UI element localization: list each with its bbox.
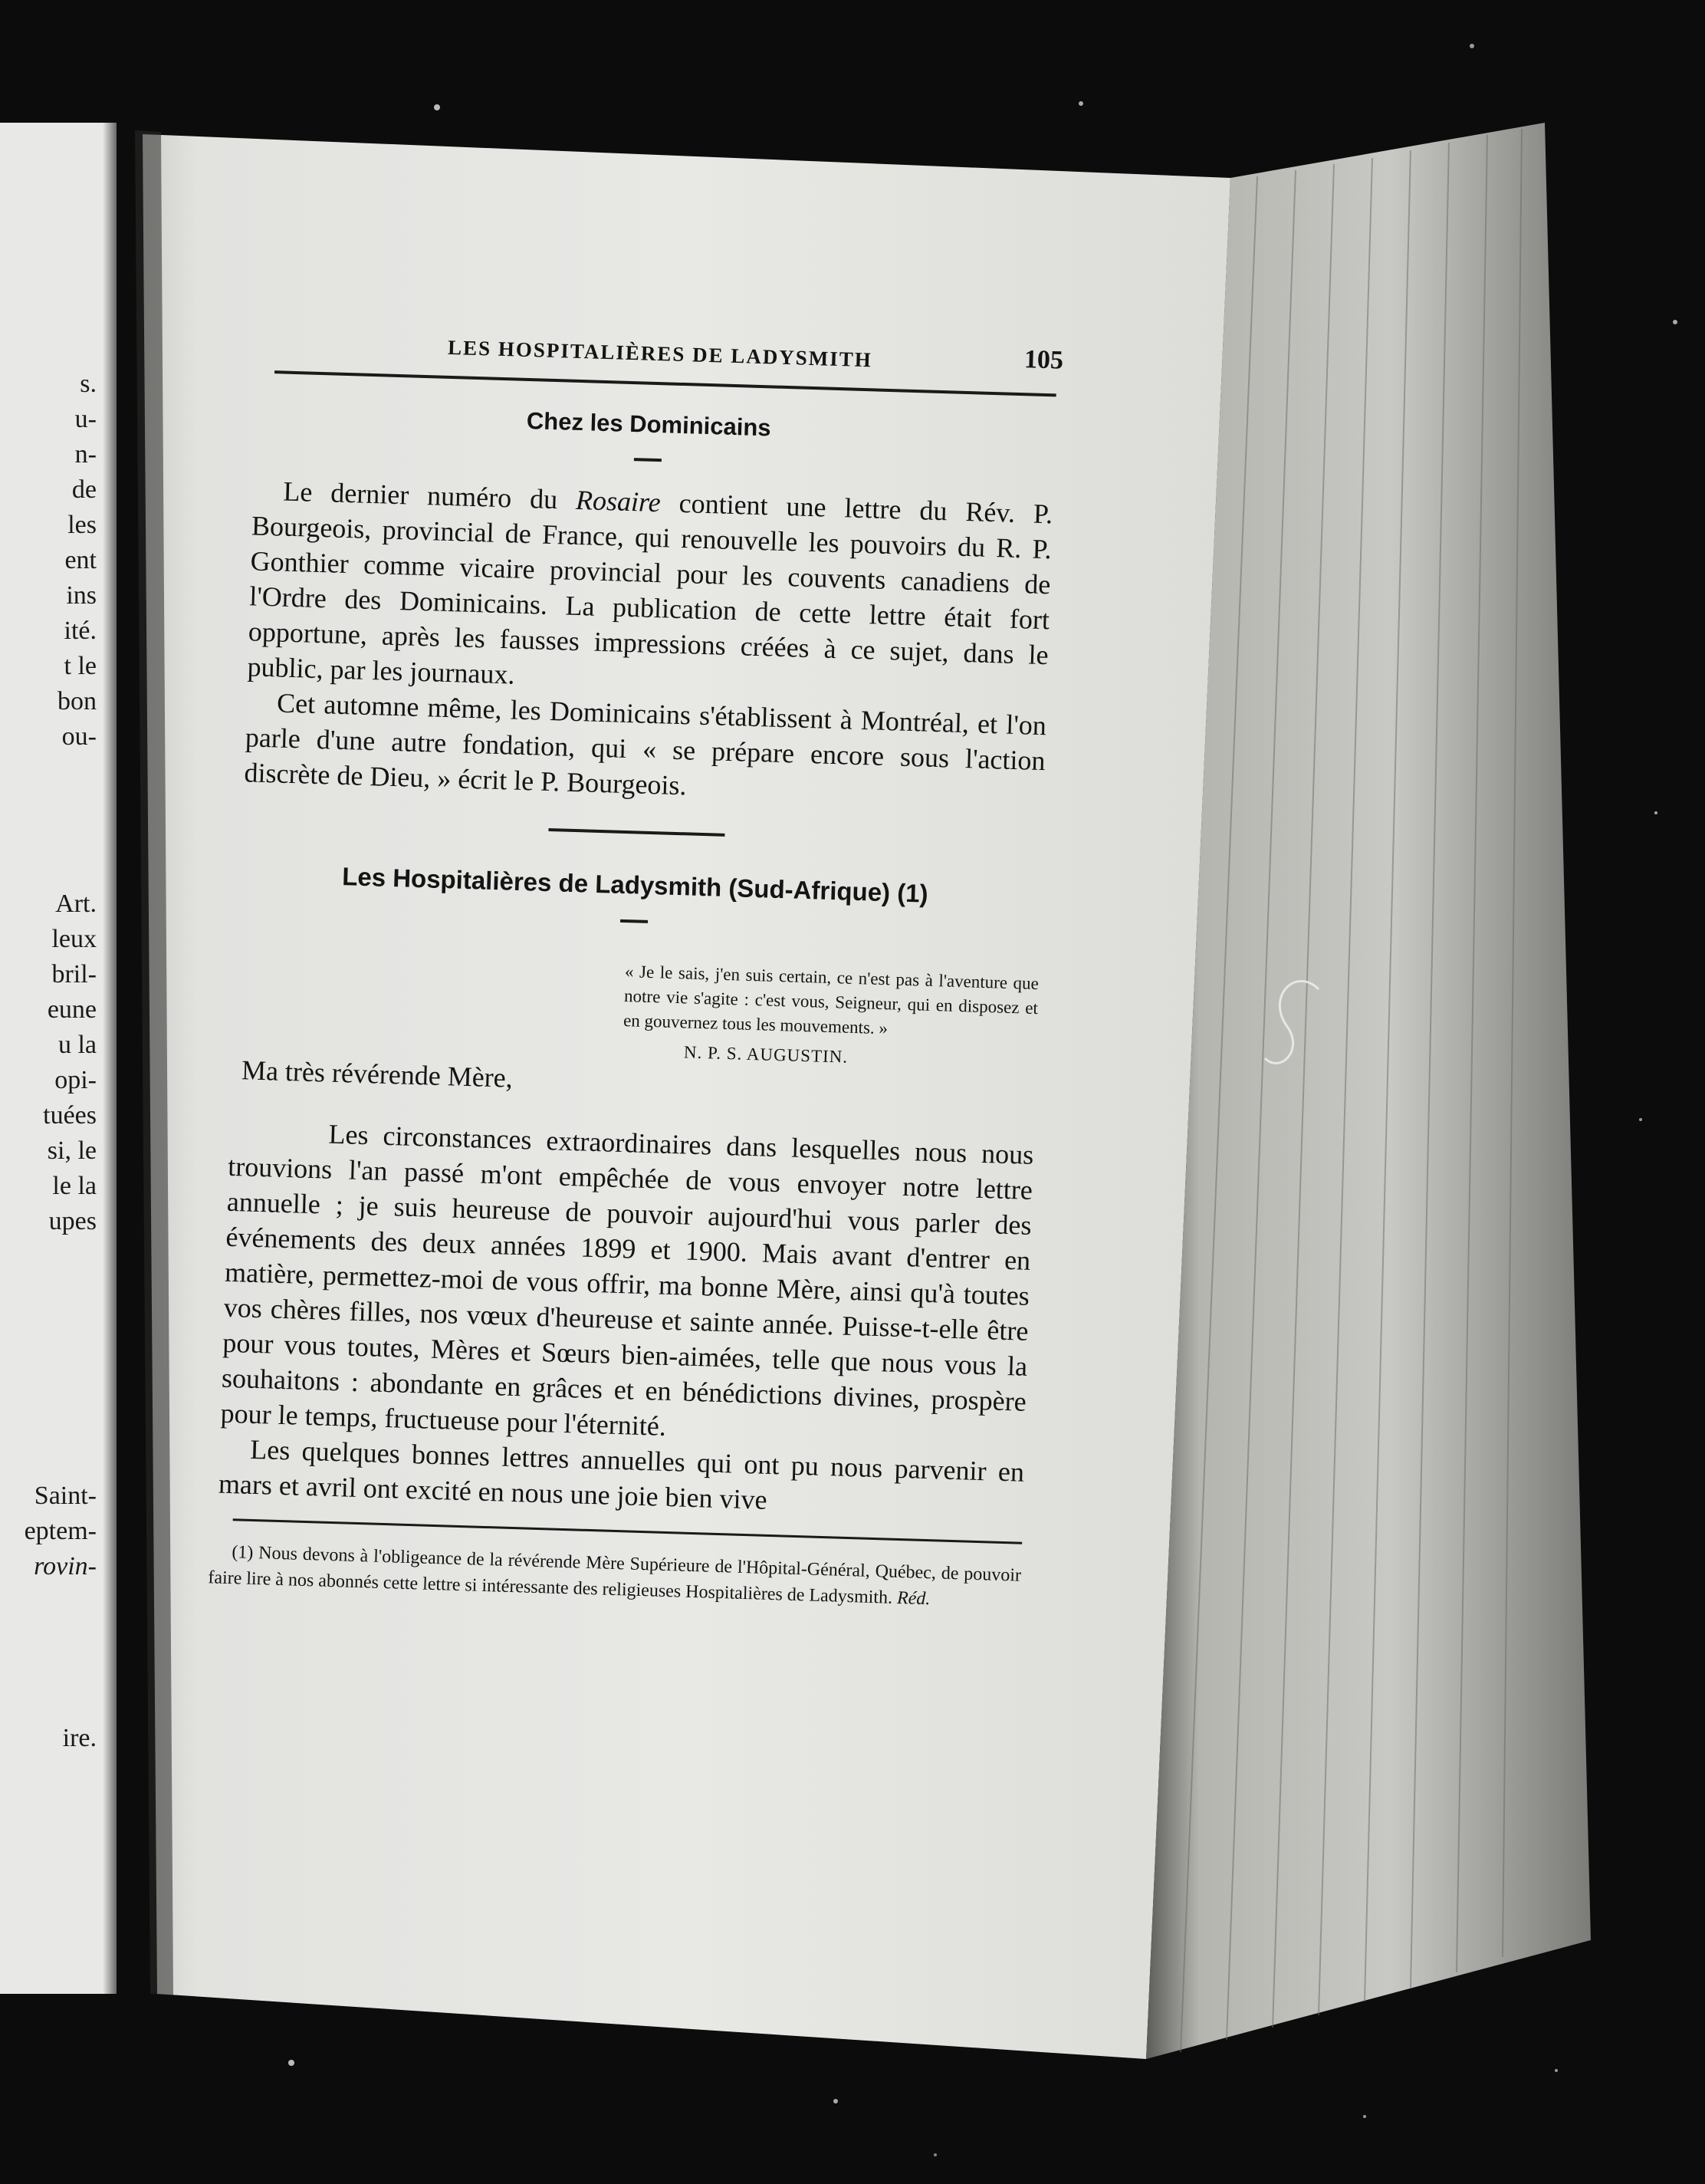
left-line: ent <box>64 546 97 574</box>
left-line: ire. <box>62 1724 97 1752</box>
left-line: bril- <box>51 960 97 988</box>
section-title-ladysmith: Les Hospitalières de Ladysmith (Sud-Afrique) (1) <box>341 862 929 908</box>
page-number: 105 <box>1023 345 1064 375</box>
salutation: Ma très révérende Mère, <box>241 1054 514 1094</box>
section-title-dominicains: Chez les Dominicains <box>526 406 772 442</box>
letter-paragraph: Les quelques bonnes lettres annuelles qui ont pu nous parvenir en mars et avril ont excité en nous une joie bien vive <box>218 1433 1025 1515</box>
epigraph: « Je le sais, j'en suis certain, ce n'est pas à l'aventure que notre vie s'agite : c'est vous, Seigneur, qui en disposez et en gouvernez tous les mouvements. » <box>623 962 1040 1038</box>
left-line: ins <box>66 581 97 610</box>
left-line: les <box>67 511 97 539</box>
left-line: opi- <box>54 1066 97 1094</box>
left-line: t le <box>64 652 97 680</box>
left-line: u la <box>57 1031 97 1059</box>
left-line: u- <box>74 405 97 433</box>
left-line: bon <box>57 687 97 715</box>
paragraph-rosaire <box>247 472 1053 708</box>
left-line: ou- <box>61 722 97 751</box>
left-line: s. <box>80 370 97 398</box>
running-title: LES HOSPITALIÈRES DE LADYSMITH <box>447 335 873 372</box>
left-line: rovin- <box>34 1552 97 1580</box>
left-line: eune <box>47 995 97 1024</box>
footnote-signature: Réd. <box>896 1587 931 1610</box>
left-line: le la <box>52 1172 97 1200</box>
page-text-block <box>208 322 1064 1615</box>
text-span: contient une lettre du Rév. P. Bourgeois, provincial de France, qui renouvelle les pouvoirs du R. P. Gonthier comme vicaire provincial pour les couvents canadiens de l'Ordre des Dominicains. La publication de cette lettre était fort opportune, après les fausses impressions créées à ce sujet, dans le public, par les journaux. <box>247 487 1053 690</box>
paragraph-montreal: Cet automne même, les Dominicains s'établissent à Montréal, et l'on parle d'une autre fondation, qui « se prépare encore sous l'action discrète de Dieu, » écrit le P. Bourgeois. <box>243 687 1047 801</box>
left-line: eptem- <box>24 1517 97 1545</box>
left-line: leux <box>51 925 97 953</box>
footnote-rule <box>233 1518 1023 1544</box>
left-line: si, le <box>47 1136 97 1165</box>
text-span: Le dernier numéro du <box>282 475 577 515</box>
footnote-text: (1) Nous devons à l'obligeance de la révérende Mère Supérieure de l'Hôpital-Général, Québec, de pouvoir faire lire à nos abonnés cette lettre si intéressante des religieuses Hospitalières de Ladysmith. <box>208 1542 1022 1608</box>
left-line: Saint- <box>34 1482 97 1510</box>
left-line: de <box>71 475 97 504</box>
head-rule <box>274 370 1056 396</box>
rosaire-title: Rosaire <box>575 484 662 518</box>
title-dash <box>620 919 648 923</box>
running-head <box>244 322 1064 392</box>
left-line: n- <box>74 440 97 469</box>
left-line: Art. <box>55 890 97 918</box>
letter-paragraph: Les circonstances extraordinaires dans lesquelles nous nous trouvions l'an passé m'ont empêchée de vous envoyer notre lettre annuelle ; je suis heureuse de pouvoir aujourd'hui vous parler des événements des deux années 1899 et 1900. Mais avant d'entrer en matière, permettez-moi de vous offrir, ma bonne Mère, ainsi qu'à toutes vos chères filles, nos vœux d'heureuse et sainte année. Puisse-t-elle être pour vous toutes, Mères et Sœurs bien-aimées, telle que nous vous la souhaitons : abondante en grâces et en bénédictions divines, prospère pour le temps, fructueuse pour l'éternité. <box>220 1118 1034 1442</box>
left-line: tuées <box>43 1101 97 1130</box>
epigraph-attribution: N. P. S. AUGUSTIN. <box>683 1042 849 1067</box>
left-line: upes <box>48 1207 97 1235</box>
left-line: ité. <box>64 617 97 645</box>
title-dash <box>634 458 662 462</box>
section-separator <box>548 828 724 837</box>
footnote <box>208 1538 1022 1614</box>
